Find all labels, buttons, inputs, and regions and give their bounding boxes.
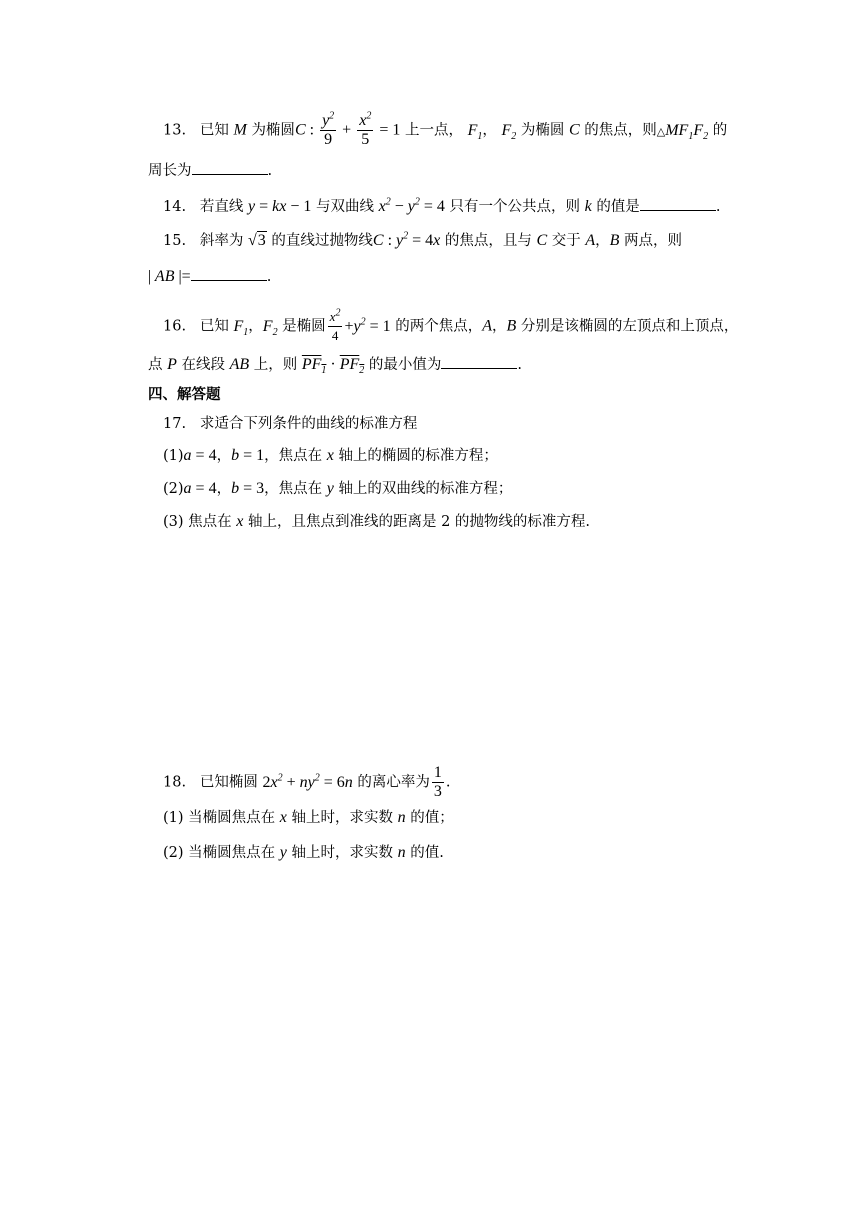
question-13: 13. 已知 M 为椭圆C : $\frac{y^2}{9}$ + $\frac{x^2}{5}$ = 1 上一点， $F_1$， $F_2$ 为椭圆 C 的焦点，则$\triangle MF_1F_2$ 的	[163, 110, 728, 148]
answer-blank	[441, 354, 517, 369]
question-14: 14. 若直线 y = kx − 1 与双曲线 $x^2 - y^2 = 4$ 只有一个公共点，则 k 的值是 .	[163, 196, 721, 215]
math-formula: $2x^2 + ny^2 = 6n$	[262, 772, 353, 791]
fraction: $\frac{x^2}{5}$	[359, 110, 372, 148]
math-formula: $x^2 - y^2 = 4$	[378, 196, 445, 215]
question-18: 18. 已知椭圆 $2x^2 + ny^2 = 6n$ 的离心率为 $\frac{1}{3}$ .	[163, 764, 451, 800]
answer-blank	[192, 160, 268, 175]
question-16: 16. 已知 $F_1$，$F_2$ 是椭圆 $\frac{x^2}{4}$ $+y^2 = 1$ 的两个焦点，A，B 分别是该椭圆的左顶点和上顶点，	[163, 307, 739, 343]
math: M	[233, 121, 247, 139]
section-heading: 四、解答题	[148, 386, 221, 403]
question-number: 16.	[163, 318, 187, 335]
question-17-part2: (2)a = 4，b = 3，焦点在 y 轴上的双曲线的标准方程；	[163, 480, 513, 497]
question-18-part2: (2) 当椭圆焦点在 y 轴上时，求实数 n 的值.	[163, 844, 444, 861]
sqrt: √3	[248, 232, 266, 249]
fraction: $\frac{x^2}{4}$	[329, 307, 341, 343]
question-15: 15. 斜率为 √3 的直线过抛物线C : $y^2 = 4x$ 的焦点，且与 C 交于 A，B 两点，则	[163, 230, 683, 249]
question-number: 13.	[163, 122, 187, 139]
fraction: $\frac{y^2}{9}$	[322, 110, 335, 148]
answer-blank	[640, 196, 716, 211]
answer-blank	[191, 266, 267, 281]
question-15-line2: | AB |= .	[148, 268, 272, 285]
question-number: 14.	[163, 199, 187, 215]
fraction: $\frac{1}{3}$	[433, 764, 442, 800]
question-13-line2: 周长为 .	[148, 160, 272, 181]
question-16-line2: 点 P 在线段 AB 上，则 $PF_1 \cdot PF_2$ 的最小值为 .	[148, 356, 523, 377]
math-formula: C : $y^2 = 4x$	[372, 230, 441, 249]
question-17-part1: (1)a = 4，b = 1，焦点在 x 轴上的椭圆的标准方程；	[163, 447, 498, 464]
math-formula: C	[294, 121, 306, 139]
question-number: 17.	[163, 416, 187, 432]
question-number: 15.	[163, 233, 187, 249]
question-17-part3: (3) 焦点在 x 轴上，且焦点到准线的距离是 2 的抛物线的标准方程.	[163, 513, 591, 530]
question-18-part1: (1) 当椭圆焦点在 x 轴上时，求实数 n 的值；	[163, 809, 454, 826]
math-formula: y = kx − 1	[248, 198, 312, 215]
vector-dot-product: $PF_1 \cdot PF_2$	[301, 356, 365, 377]
math-formula: $+y^2 = 1$	[344, 316, 391, 335]
math-formula: | AB |=	[148, 268, 191, 285]
question-17: 17. 求适合下列条件的曲线的标准方程	[163, 416, 418, 432]
question-number: 18.	[163, 774, 187, 791]
